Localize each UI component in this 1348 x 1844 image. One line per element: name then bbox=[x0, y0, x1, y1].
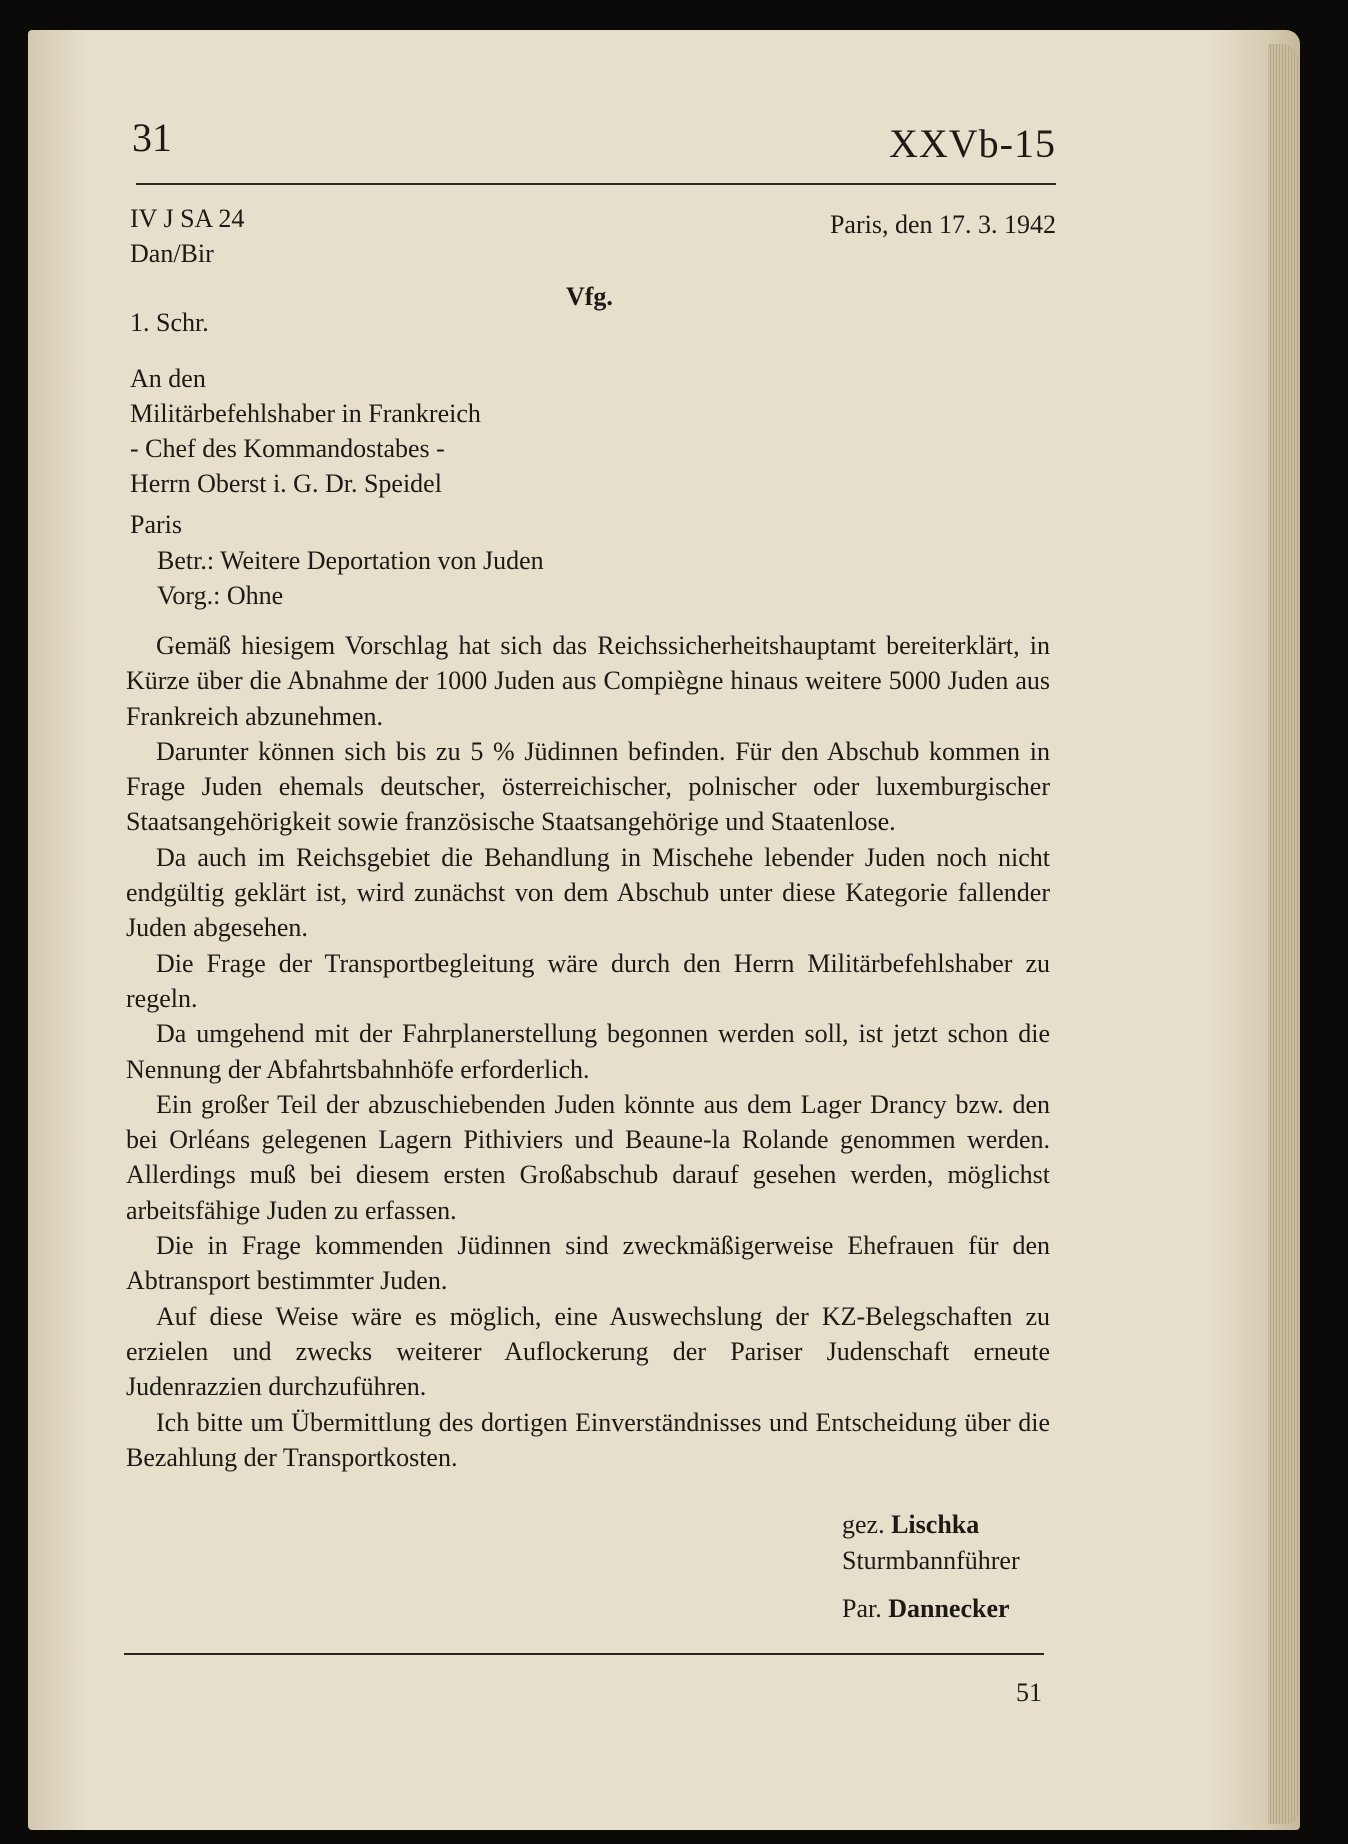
address-line: - Chef des Kommandostabes - bbox=[130, 434, 445, 463]
reference-line-2: Dan/Bir bbox=[130, 239, 214, 268]
body-paragraph: Die Frage der Transportbegleitung wäre durch den Herrn Militärbefehlshaber zu regeln. bbox=[126, 948, 1050, 1013]
signature-rank: Sturmbannführer bbox=[842, 1546, 1020, 1575]
signature-par bbox=[842, 1594, 1010, 1624]
subject-line: Betr.: Weitere Deportation von Juden bbox=[157, 546, 544, 575]
vfg-mark: Vfg. bbox=[566, 282, 613, 311]
address-line: Paris bbox=[130, 510, 182, 539]
document-number: 31 bbox=[132, 115, 172, 160]
body-paragraph: Ein großer Teil der abzuschiebenden Juden könnte aus dem Lager Drancy bzw. den bei Orléans gelegenen Lagern Pithiviers und Beaune-la Rolande genommen werden. Allerdings muß bei diesem ersten Großabschub darauf gesehen werden, möglichst arbeitsfähige Juden zu erfassen. bbox=[126, 1089, 1050, 1225]
document-code: XXVb-15 bbox=[889, 121, 1056, 166]
copy-note: 1. Schr. bbox=[130, 308, 209, 337]
body-paragraph: Die in Frage kommenden Jüdinnen sind zweckmäßigerweise Ehefrauen für den Abtransport bestimmter Juden. bbox=[126, 1231, 1050, 1296]
page-edges bbox=[1268, 44, 1298, 1824]
reference-line-1: IV J SA 24 bbox=[130, 204, 245, 233]
address-line: An den bbox=[130, 364, 206, 393]
address-line: Militärbefehlshaber in Frankreich bbox=[130, 399, 481, 428]
body-paragraph: Ich bitte um Übermittlung des dortigen Einverständnisses und Entscheidung über die Bezahlung der Transportkosten. bbox=[126, 1407, 1050, 1472]
body-paragraph: Da umgehend mit der Fahrplanerstellung begonnen werden soll, ist jetzt schon die Nennung der Abfahrtsbahnhöfe erforderlich. bbox=[126, 1019, 1050, 1084]
letter-date: Paris, den 17. 3. 1942 bbox=[829, 210, 1056, 239]
signature-gez-name: Lischka bbox=[891, 1510, 980, 1539]
signature-gez-prefix: gez. bbox=[842, 1510, 885, 1539]
body-paragraph: Da auch im Reichsgebiet die Behandlung in Mischehe lebender Juden noch nicht endgültig geklärt ist, wird zunächst von dem Abschub unter diese Kategorie fallender Juden abgesehen. bbox=[126, 842, 1050, 943]
page-number: 51 bbox=[1016, 1678, 1042, 1707]
body-paragraph: Auf diese Weise wäre es möglich, eine Auswechslung der KZ-Belegschaften zu erzielen und zwecks weiterer Auflockerung der Pariser Judenschaft erneute Judenrazzien durchzuführen. bbox=[126, 1301, 1050, 1402]
letter-body bbox=[126, 628, 1050, 1475]
header-rule bbox=[136, 183, 1056, 185]
footer-rule bbox=[124, 1653, 1044, 1655]
previous-reference: Vorg.: Ohne bbox=[157, 581, 284, 610]
signature-gez bbox=[842, 1510, 979, 1540]
address-line: Herrn Oberst i. G. Dr. Speidel bbox=[130, 469, 442, 498]
signature-par-prefix: Par. bbox=[842, 1594, 882, 1623]
signature-par-name: Dannecker bbox=[888, 1594, 1010, 1623]
body-paragraph: Gemäß hiesigem Vorschlag hat sich das Reichssicherheitshauptamt bereiterklärt, in Kürze über die Abnahme der 1000 Juden aus Compiègne hinaus weitere 5000 Juden aus Frankreich abzunehmen. bbox=[126, 631, 1050, 731]
body-paragraph: Darunter können sich bis zu 5 % Jüdinnen befinden. Für den Abschub kommen in Frage Juden ehemals deutscher, österreichischer, polnischer oder luxemburgischer Staatsangehörigkeit sowie französische Staatsangehörige und Staatenlose. bbox=[126, 736, 1050, 837]
